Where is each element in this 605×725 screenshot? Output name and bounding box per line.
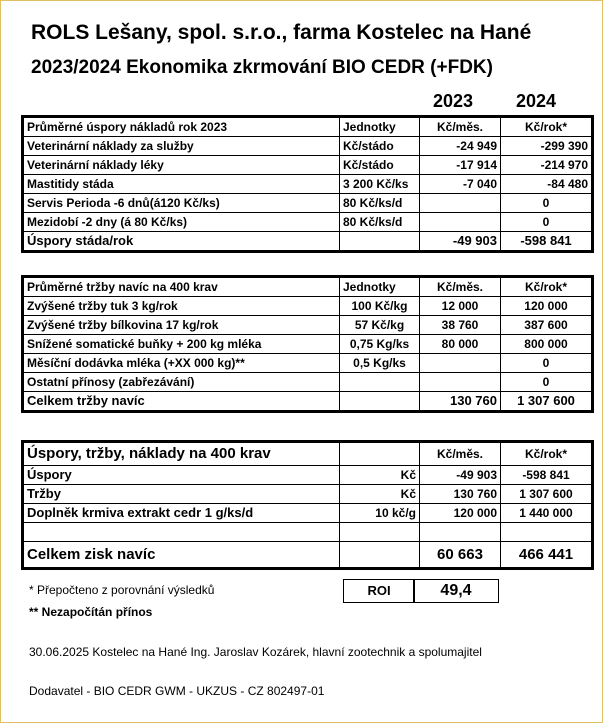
row-label: Mezidobí -2 dny (á 80 Kč/ks): [24, 213, 340, 232]
table-row: [24, 485, 592, 504]
row-label: Úspory: [24, 466, 340, 485]
row-label: Veterinární náklady léky: [24, 156, 340, 175]
total-unit: [340, 392, 420, 411]
total-month-value: 60 663: [420, 542, 501, 568]
empty-cell: [24, 523, 340, 542]
row-label: Zvýšené tržby tuk 3 kg/rok: [24, 297, 340, 316]
total-label: Úspory stáda/rok: [24, 232, 340, 251]
document-subtitle: 2023/2024 Ekonomika zkrmování BIO CEDR (+FDK): [31, 57, 493, 78]
row-unit: 0,75 Kg/ks: [340, 335, 420, 354]
row-unit: Kč: [340, 485, 420, 504]
table-row: [24, 466, 592, 485]
header-cell: Průměrné tržby navíc na 400 krav: [24, 278, 340, 297]
row-label: Veterinární náklady za služby: [24, 137, 340, 156]
table-row: [24, 156, 592, 175]
row-unit: Kč: [340, 466, 420, 485]
header-cell: Kč/rok*: [501, 118, 592, 137]
row-unit: 80 Kč/ks/d: [340, 213, 420, 232]
row-year-value: 387 600: [501, 316, 592, 335]
table-total-row: [24, 542, 592, 568]
total-label: Celkem tržby navíc: [24, 392, 340, 411]
table-row: [24, 194, 592, 213]
year-2024-label: 2024: [516, 91, 557, 111]
row-year-value: 800 000: [501, 335, 592, 354]
table-total-row: [24, 392, 592, 411]
table-row-empty: [24, 523, 592, 542]
total-month-value: -49 903: [420, 232, 501, 251]
row-month-value: 38 760: [420, 316, 501, 335]
row-month-value: -49 903: [420, 466, 501, 485]
table-total-row: [24, 232, 592, 251]
row-month-value: -17 914: [420, 156, 501, 175]
row-month-value: 80 000: [420, 335, 501, 354]
row-month-value: 120 000: [420, 504, 501, 523]
supplier-line: Dodavatel - BIO CEDR GWM - UKZUS - CZ 802497-01: [29, 684, 325, 698]
row-year-value: 0: [501, 354, 592, 373]
row-year-value: 1 440 000: [501, 504, 592, 523]
row-year-value: 0: [501, 373, 592, 392]
row-year-value: 0: [501, 213, 592, 232]
signature-line: 30.06.2025 Kostelec na Hané Ing. Jaroslav Kozárek, hlavní zootechnik a spolumajitel: [29, 645, 482, 659]
row-unit: 10 kč/g: [340, 504, 420, 523]
total-year-value: -598 841: [501, 232, 592, 251]
header-cell: Jednotky: [340, 278, 420, 297]
row-month-value: [420, 354, 501, 373]
empty-cell: [340, 523, 420, 542]
row-year-value: -214 970: [501, 156, 592, 175]
row-month-value: -7 040: [420, 175, 501, 194]
table-row: [24, 297, 592, 316]
row-unit: Kč/stádo: [340, 137, 420, 156]
roi-value: 49,4: [413, 579, 499, 603]
table-row: [24, 354, 592, 373]
header-cell: Kč/rok*: [501, 278, 592, 297]
row-label: Snížené somatické buňky + 200 kg mléka: [24, 335, 340, 354]
row-month-value: [420, 213, 501, 232]
header-cell: Kč/měs.: [420, 443, 501, 466]
table-header-row: [24, 443, 592, 466]
table-row: [24, 137, 592, 156]
table-row: [24, 175, 592, 194]
footnote-not-counted: ** Nezapočítán přínos: [29, 605, 153, 619]
total-year-value: 466 441: [501, 542, 592, 568]
year-2023-label: 2023: [433, 91, 474, 111]
row-label: Měsíční dodávka mléka (+XX 000 kg)**: [24, 354, 340, 373]
row-label: Tržby: [24, 485, 340, 504]
row-month-value: 12 000: [420, 297, 501, 316]
roi-label: ROI: [343, 579, 415, 603]
row-unit: 57 Kč/kg: [340, 316, 420, 335]
row-label: Zvýšené tržby bílkovina 17 kg/rok: [24, 316, 340, 335]
header-cell: Kč/měs.: [420, 278, 501, 297]
table-row: [24, 316, 592, 335]
table-header-row: [24, 118, 592, 137]
row-year-value: -84 480: [501, 175, 592, 194]
row-year-value: -598 841: [501, 466, 592, 485]
footnote-recalculated: * Přepočteno z porovnání výsledků: [29, 583, 215, 597]
row-unit: 3 200 Kč/ks: [340, 175, 420, 194]
row-year-value: 0: [501, 194, 592, 213]
table-header-row: [24, 278, 592, 297]
header-cell: [340, 443, 420, 466]
total-unit: [340, 542, 420, 568]
row-year-value: 120 000: [501, 297, 592, 316]
document-title: ROLS Lešany, spol. s.r.o., farma Kostelec na Hané: [31, 21, 532, 44]
empty-cell: [501, 523, 592, 542]
row-unit: 0,5 Kg/ks: [340, 354, 420, 373]
total-label: Celkem zisk navíc: [24, 542, 340, 568]
table-row: [24, 373, 592, 392]
total-unit: [340, 232, 420, 251]
header-cell: Kč/rok*: [501, 443, 592, 466]
row-unit: [340, 373, 420, 392]
table-row: [24, 504, 592, 523]
header-cell: Průměrné úspory nákladů rok 2023: [24, 118, 340, 137]
row-year-value: 1 307 600: [501, 485, 592, 504]
row-label: Mastitidy stáda: [24, 175, 340, 194]
row-label: Doplněk krmiva extrakt cedr 1 g/ks/d: [24, 504, 340, 523]
table-row: [24, 335, 592, 354]
summary-table: [23, 442, 592, 568]
revenue-table: [23, 277, 592, 411]
row-month-value: [420, 373, 501, 392]
header-cell: Kč/měs.: [420, 118, 501, 137]
row-label: Servis Perioda -6 dnů(á120 Kč/ks): [24, 194, 340, 213]
row-year-value: -299 390: [501, 137, 592, 156]
row-unit: 100 Kč/kg: [340, 297, 420, 316]
row-label: Ostatní přínosy (zabřezávání): [24, 373, 340, 392]
total-month-value: 130 760: [420, 392, 501, 411]
header-cell: Úspory, tržby, náklady na 400 krav: [24, 443, 340, 466]
row-month-value: 130 760: [420, 485, 501, 504]
row-unit: 80 Kč/ks/d: [340, 194, 420, 213]
row-month-value: -24 949: [420, 137, 501, 156]
header-cell: Jednotky: [340, 118, 420, 137]
row-unit: Kč/stádo: [340, 156, 420, 175]
savings-table: [23, 117, 592, 251]
empty-cell: [420, 523, 501, 542]
table-row: [24, 213, 592, 232]
total-year-value: 1 307 600: [501, 392, 592, 411]
row-month-value: [420, 194, 501, 213]
